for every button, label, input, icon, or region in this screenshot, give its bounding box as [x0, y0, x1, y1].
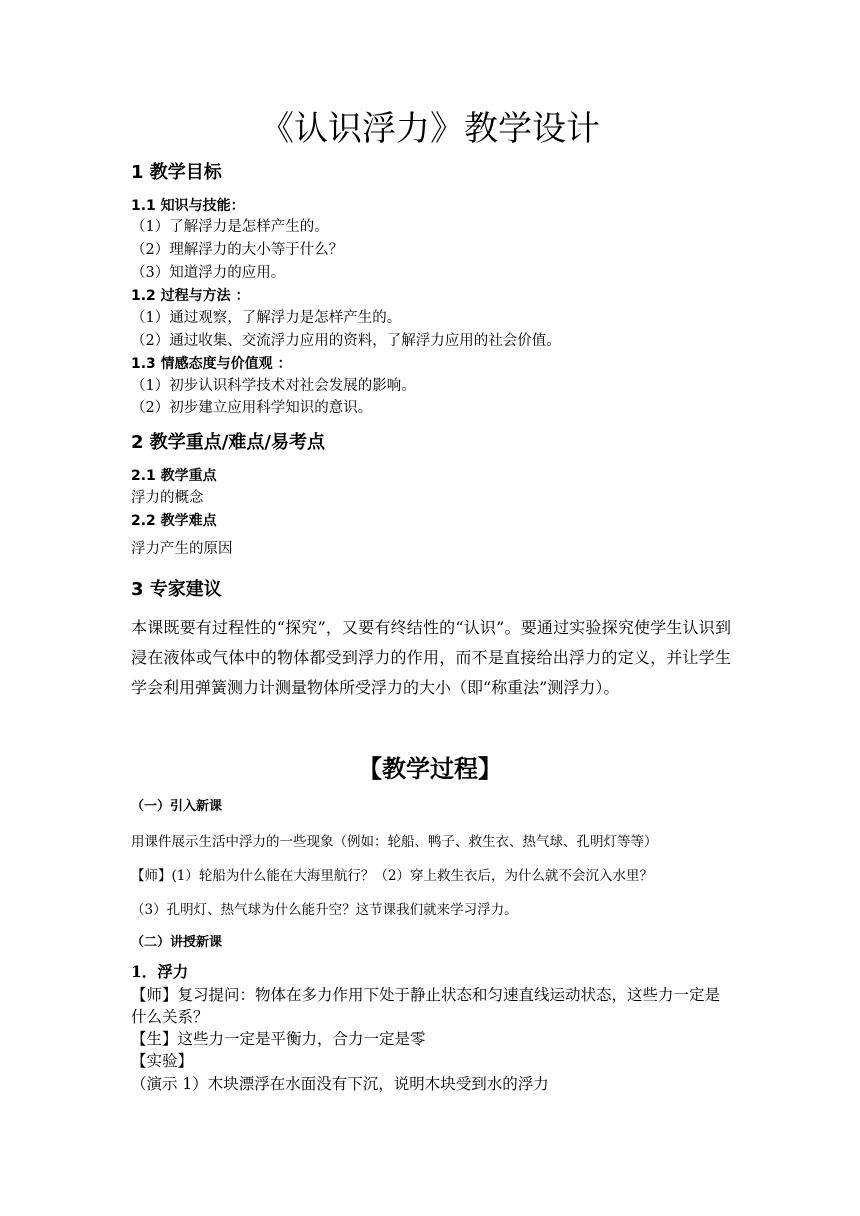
document-title: 《认识浮力》教学设计	[260, 109, 600, 149]
list-item: （2）理解浮力的大小等于什么？	[131, 242, 344, 258]
list-item: （1）初步认识科学技术对社会发展的影响。	[131, 378, 416, 394]
difficulty-text: 浮力产生的原因	[131, 541, 233, 557]
section-1-2-heading: 1.2 过程与方法 ：	[131, 288, 250, 304]
part-1-heading: （一）引入新课	[131, 799, 223, 814]
section-3-heading: 3 专家建议	[131, 579, 222, 600]
list-item: （3）知道浮力的应用。	[131, 265, 286, 281]
part-2-heading: （二）讲授新课	[131, 935, 223, 950]
list-item: （1）通过观察，了解浮力是怎样产生的。	[131, 310, 402, 326]
section-1-3-heading: 1.3 情感态度与价值观 ：	[131, 356, 292, 372]
demo-1-text: （演示 1）木块漂浮在水面没有下沉，说明木块受到水的浮力	[131, 1075, 549, 1093]
subsection-buoyancy-heading: 1．浮力	[131, 962, 189, 981]
list-item: （2）初步建立应用科学知识的意识。	[131, 400, 373, 416]
process-line: 【师】(1）轮船为什么能在大海里航行？（2）穿上救生衣后，为什么就不会沉入水里？	[131, 868, 653, 884]
expert-advice-paragraph: 本课既要有过程性的“探究”，又要有终结性的“认识”。要通过实验探究使学生认识到浸在液体或气体中的物体都受到浮力的作用，而不是直接给出浮力的定义，并让学生学会利用弹簧测力计测量物体所受浮力的大小（即“称重法”测浮力）。	[131, 618, 731, 697]
list-item: （1）了解浮力是怎样产生的。	[131, 219, 329, 235]
section-1-heading: 1 教学目标	[131, 162, 222, 183]
section-1-1-heading: 1.1 知识与技能：	[131, 198, 245, 214]
process-line: 用课件展示生活中浮力的一些现象（例如：轮船、鸭子、救生衣、热气球、孔明灯等等）	[131, 834, 658, 850]
section-2-1-heading: 2.1 教学重点	[131, 468, 217, 484]
teacher-question: 【师】复习提问：物体在多力作用下处于静止状态和匀速直线运动状态，这些力一定是什么关系？	[131, 986, 721, 1026]
section-2-heading: 2 教学重点/难点/易考点	[131, 432, 325, 453]
section-2-2-heading: 2.2 教学难点	[131, 513, 217, 529]
experiment-label: 【实验】	[131, 1052, 194, 1070]
key-point-text: 浮力的概念	[131, 490, 204, 506]
student-answer: 【生】这些力一定是平衡力，合力一定是零	[131, 1030, 426, 1048]
process-line: （3）孔明灯、热气球为什么能升空？这节课我们就来学习浮力。	[131, 902, 518, 918]
list-item: （2）通过收集、交流浮力应用的资料，了解浮力应用的社会价值。	[131, 333, 561, 349]
process-heading: 【教学过程】	[358, 754, 502, 783]
